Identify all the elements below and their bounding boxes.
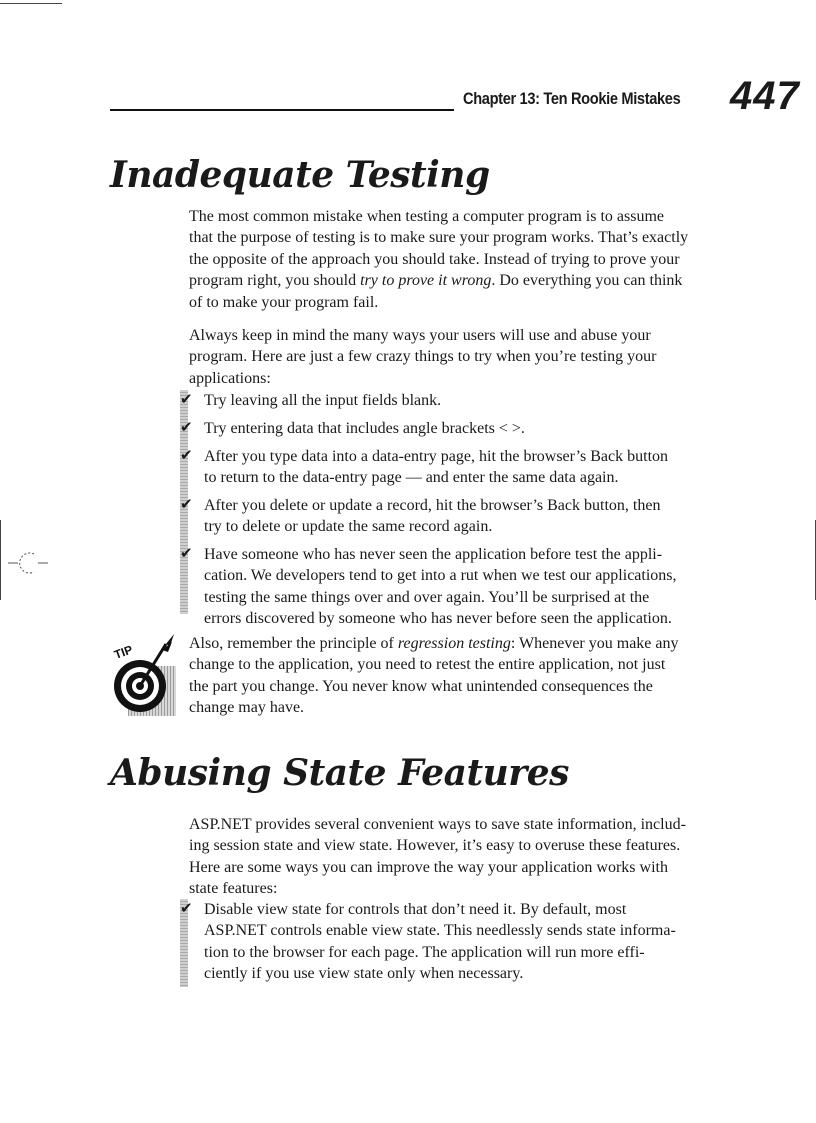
list-item: ✔ After you delete or update a record, hit the browser’s Back button, then try to delete or update the same record again.: [180, 495, 661, 536]
paragraph-state-intro: ASP.NET provides several convenient ways to save state information, includ- ing session state and view state. However, it’s easy to overuse these features. Here are some ways you can improve the way your application works with state features:: [189, 816, 686, 898]
tip-label: TIP: [112, 642, 135, 662]
list-item: ✔ Disable view state for controls that don’t need it. By default, most ASP.NET controls enable view state. This needlessly sends state informa- tion to the browser for each page. The application will run more effi- ciently if you use view state only when necessary.: [180, 899, 676, 983]
paragraph-regression-tip: Also, remember the principle of regression testing: Whenever you make any change to the application, you need to retest the entire application, not just the part you change. You never know what unintended consequences the change may have.: [189, 635, 679, 717]
emphasis-text: regression testing: [397, 635, 511, 652]
tip-target-icon: [110, 630, 176, 716]
check-mark-icon: ✔: [180, 544, 193, 562]
check-mark-icon: ✔: [180, 495, 193, 513]
list-item: ✔ Have someone who has never seen the application before test the appli- cation. We developers tend to get into a rut when we test our applications, testing the same things over and over again. You’ll be surprised at the errors discovered by someone who has never before seen the application.: [180, 544, 677, 628]
check-mark-icon: ✔: [180, 418, 193, 436]
check-mark-icon: ✔: [180, 446, 193, 464]
header-rule: [110, 109, 454, 111]
list-item: ✔ After you type data into a data-entry page, hit the browser’s Back button to return to the data-entry page — and enter the same data again.: [180, 446, 669, 487]
section-heading-inadequate-testing: Inadequate Testing: [110, 154, 490, 196]
registration-mark-icon: [8, 548, 48, 578]
list-item: ✔ Try entering data that includes angle brackets < >.: [180, 418, 525, 437]
check-mark-icon: ✔: [180, 899, 193, 917]
page-number: 447: [730, 74, 800, 118]
crop-mark-left: [0, 520, 1, 600]
paragraph-testing-users: Always keep in mind the many ways your users will use and abuse your program. Here are just a few crazy things to try when you’re testing your applications:: [189, 327, 657, 387]
paragraph-testing-intro: The most common mistake when testing a computer program is to assume that the purpose of testing is to make sure your program works. That’s exactly the opposite of the approach you should take. Instead of trying to prove your program right, you should try to prove it wrong. Do everything you can think of to make your program fail.: [189, 208, 689, 311]
check-mark-icon: ✔: [180, 390, 193, 408]
emphasis-text: try to prove it wrong: [360, 272, 492, 290]
list-item: ✔ Try leaving all the input fields blank.: [180, 390, 442, 409]
section-heading-abusing-state: Abusing State Features: [110, 752, 569, 794]
crop-mark-top: [0, 3, 62, 4]
running-head: Chapter 13: Ten Rookie Mistakes: [463, 89, 681, 108]
